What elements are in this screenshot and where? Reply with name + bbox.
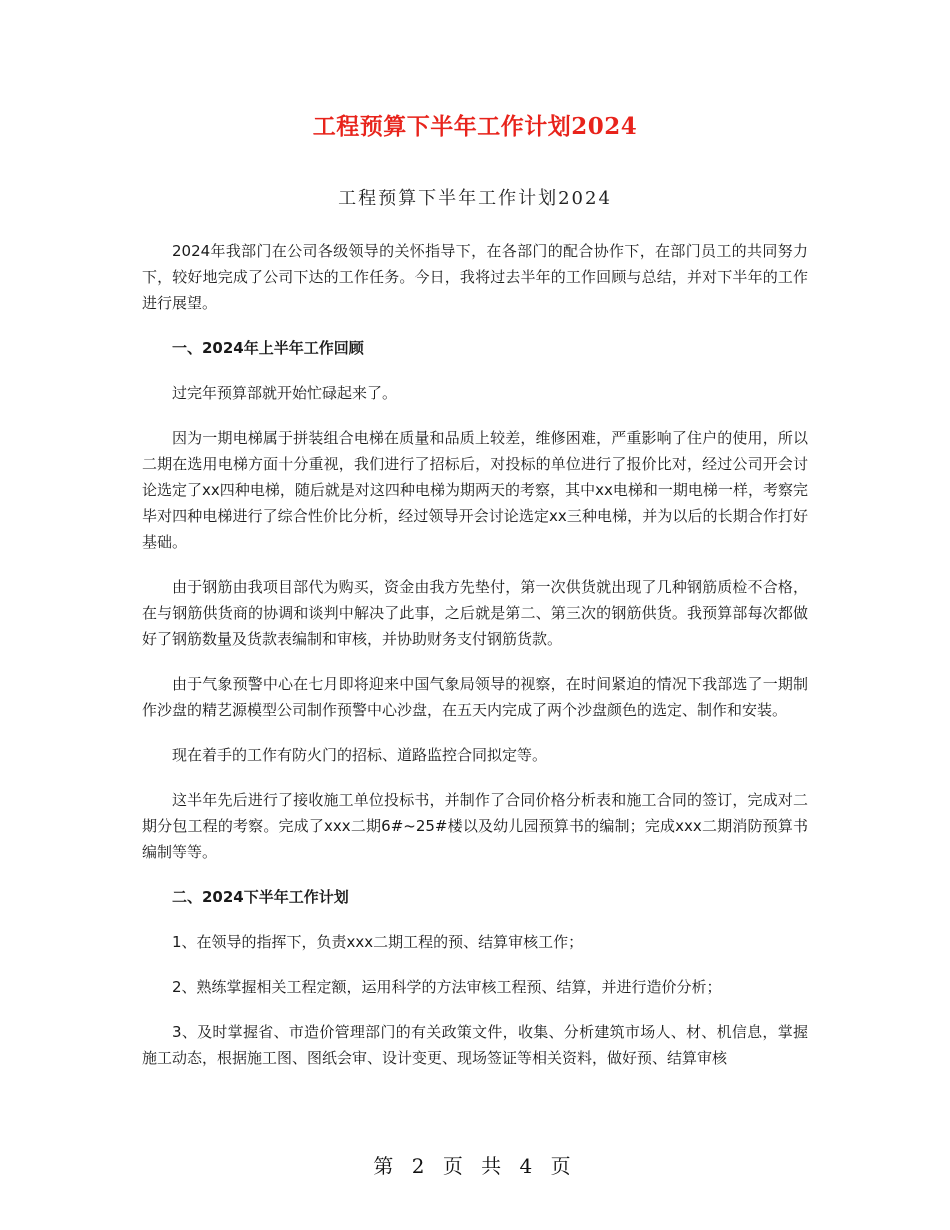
document-body xyxy=(142,238,808,1090)
paragraph: 现在着手的工作有防火门的招标、道路监控合同拟定等。 xyxy=(172,746,548,764)
paragraph: 由于钢筋由我项目部代为购买，资金由我方先垫付，第一次供货就出现了几种钢筋质检不合格，在与钢筋供货商的协调和谈判中解决了此事，之后就是第二、第三次的钢筋供货。我预算部每次都做好了钢筋数量及货款表编制和审核，并协助财务支付钢筋货款。 xyxy=(142,578,808,648)
plan-item: 2、熟练掌握相关工程定额，运用科学的方法审核工程预、结算，并进行造价分析； xyxy=(172,978,722,996)
plan-item: 3、及时掌握省、市造价管理部门的有关政策文件，收集、分析建筑市场人、材、机信息，掌握施工动态，根据施工图、图纸会审、设计变更、现场签证等相关资料，做好预、结算审核 xyxy=(142,1023,808,1067)
section-heading-plan: 二、2024下半年工作计划 xyxy=(172,888,349,906)
page-number-footer: 第 2 页 共 4 页 xyxy=(373,1154,577,1178)
paragraph: 因为一期电梯属于拼装组合电梯在质量和品质上较差，维修困难，严重影响了住户的使用，所以二期在选用电梯方面十分重视，我们进行了招标后，对投标的单位进行了报价比对，经过公司开会讨论选定了xx四种电梯，随后就是对这四种电梯为期两天的考察，其中xx电梯和一期电梯一样，考察完毕对四种电梯进行了综合性价比分析，经过领导开会讨论选定xx三种电梯，并为以后的长期合作打好基础。 xyxy=(142,429,808,551)
document-subtitle: 工程预算下半年工作计划2024 xyxy=(338,188,612,209)
paragraph: 由于气象预警中心在七月即将迎来中国气象局领导的视察，在时间紧迫的情况下我部选了一期制作沙盘的精艺源模型公司制作预警中心沙盘，在五天内完成了两个沙盘颜色的选定、制作和安装。 xyxy=(142,675,808,719)
section-heading-review: 一、2024年上半年工作回顾 xyxy=(172,339,364,357)
paragraph: 过完年预算部就开始忙碌起来了。 xyxy=(172,384,398,402)
paragraph-intro: 2024年我部门在公司各级领导的关怀指导下，在各部门的配合协作下，在部门员工的共同努力下，较好地完成了公司下达的工作任务。今日，我将过去半年的工作回顾与总结，并对下半年的工作进行展望。 xyxy=(142,242,808,312)
document-title: 工程预算下半年工作计划2024 xyxy=(312,113,638,140)
paragraph: 这半年先后进行了接收施工单位投标书，并制作了合同价格分析表和施工合同的签订，完成对二期分包工程的考察。完成了xxx二期6#~25#楼以及幼儿园预算书的编制；完成xxx二期消防预算书编制等等。 xyxy=(142,791,808,861)
plan-item: 1、在领导的指挥下，负责xxx二期工程的预、结算审核工作； xyxy=(172,933,584,951)
